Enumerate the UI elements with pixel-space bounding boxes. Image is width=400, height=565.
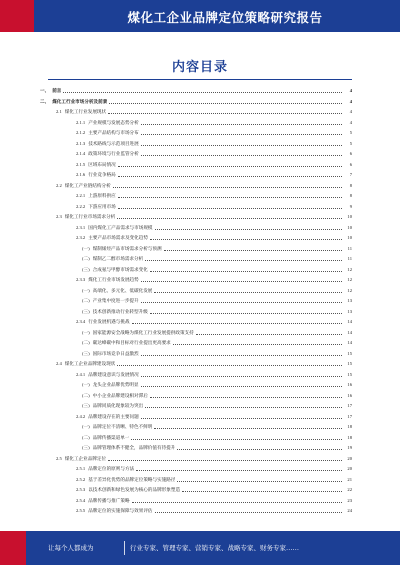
toc-entry[interactable] [82, 338, 352, 347]
toc-leader-dots [177, 449, 342, 450]
toc-entry-title: 产业集中度进一步提升 [92, 298, 139, 303]
toc-page-number: 14 [347, 340, 352, 345]
toc-entry-title: 以技术创新和绿色发展为核心的品牌形象塑造 [88, 487, 181, 492]
toc-page-number: 6 [349, 151, 352, 156]
toc-entry-number: 2.5.4 [76, 497, 86, 503]
toc-entry-title: 煤化工行业市场需求分析 [64, 214, 116, 219]
toc-page-number: 4 [349, 98, 352, 104]
toc-leader-dots [141, 124, 342, 125]
page-header [0, 0, 400, 32]
toc-entry-number: 2.3.4 [76, 319, 86, 324]
toc-entry-number: 2.4.1 [76, 371, 86, 377]
toc-leader-dots [141, 134, 342, 135]
toc-entry[interactable] [82, 254, 352, 263]
toc-page-number: 22 [347, 487, 352, 492]
toc-entry[interactable] [76, 139, 352, 148]
toc-entry-title: 品牌定位的原则与方法 [88, 466, 135, 471]
toc-leader-dots [136, 470, 342, 471]
toc-leader-dots [155, 229, 342, 230]
toc-entry[interactable] [76, 370, 352, 379]
toc-page-number: 24 [347, 508, 352, 513]
toc-leader-dots [173, 344, 342, 345]
toc-entry-number: 2.3.1 [76, 224, 86, 230]
toc-leader-dots [155, 512, 342, 513]
toc-leader-dots [141, 418, 342, 419]
toc-entry[interactable] [76, 412, 352, 421]
toc-entry[interactable] [82, 443, 352, 452]
toc-leader-dots [117, 218, 342, 219]
toc-page-number: 17 [347, 403, 352, 408]
toc-entry-number: 2.3.2 [76, 235, 86, 240]
toc-entry[interactable] [76, 149, 352, 158]
toc-page-number: 8 [349, 193, 352, 198]
toc-entry[interactable] [76, 223, 352, 232]
toc-page-number: 13 [347, 308, 352, 314]
toc-page-number: 10 [347, 214, 352, 219]
toc-page-number: 13 [347, 298, 352, 303]
toc-entry-number: (一) [82, 287, 90, 293]
toc-leader-dots [150, 397, 342, 398]
toc-entry-number: 2.5.2 [76, 476, 86, 482]
toc-entry[interactable] [82, 286, 352, 295]
toc-leader-dots [108, 113, 342, 114]
toc-leader-dots [145, 407, 342, 408]
toc-entry-number: 2.5 [56, 455, 62, 461]
toc-entry-title: 龙头企业品牌优势明显 [92, 382, 139, 387]
toc-leader-dots [154, 292, 342, 293]
toc-entry-title: 煤化工行业市场发展趋势 [88, 277, 139, 282]
toc-entry[interactable] [82, 349, 352, 358]
toc-entry[interactable] [76, 485, 352, 494]
toc-entry-number: 2.1.5 [76, 161, 86, 167]
toc-entry-title: 技术创新推动行业转型升级 [92, 308, 148, 314]
toc-leader-dots [118, 208, 342, 209]
toc-leader-dots [145, 260, 342, 261]
toc-page-number: 23 [347, 497, 352, 503]
toc-page-number: 15 [347, 371, 352, 377]
toc-entry-number: 2.1.3 [76, 140, 86, 146]
toc-leader-dots [182, 491, 342, 492]
toc-entry-number: (二) [82, 298, 90, 303]
footer-divider [124, 541, 125, 555]
toc-leader-dots [141, 376, 342, 377]
toc-entry-title: 煤制烯烃产品市场需求分析与预测 [92, 245, 162, 251]
toc-entry-title: 煤制乙二醇市场需求分析 [92, 256, 144, 261]
toc-entry[interactable] [76, 506, 352, 515]
toc-entry-title: 品牌管理体系不健全，品牌价值有待提升 [92, 445, 176, 450]
toc-entry[interactable] [76, 275, 352, 284]
toc-entry[interactable] [82, 391, 352, 400]
toc-entry-title: 行业竞争格局 [88, 172, 116, 177]
toc-entry-number: (三) [82, 350, 90, 356]
page-footer [0, 531, 400, 565]
toc-entry-title: 前言 [52, 88, 62, 93]
toc-leader-dots [113, 187, 342, 188]
toc-page-number: 16 [347, 392, 352, 398]
toc-entry-number: (一) [82, 329, 90, 335]
toc-page-number: 12 [347, 287, 352, 293]
toc-leader-dots [131, 439, 342, 440]
toc-entry[interactable] [82, 296, 352, 305]
toc-entry[interactable] [56, 212, 352, 221]
footer-slogan: 让每个人都成为 [48, 544, 94, 552]
toc-entry-number: (一) [82, 424, 90, 429]
toc-entry[interactable] [76, 160, 352, 169]
toc-page-number: 18 [347, 434, 352, 440]
toc-entry-number: (三) [82, 266, 90, 272]
toc-page-number: 5 [349, 130, 352, 135]
toc-heading: 内容目录 [171, 60, 228, 75]
toc-page-number: 15 [347, 350, 352, 356]
toc-entry[interactable] [82, 401, 352, 410]
toc-page-number: 8 [349, 182, 352, 188]
toc-entry-title: 品牌建设意识与发展情况 [88, 371, 139, 377]
toc-page-number: 21 [347, 476, 352, 482]
toc-page-number: 4 [349, 119, 352, 125]
toc-entry[interactable] [82, 328, 352, 337]
toc-page-number: 11 [347, 245, 352, 251]
toc-entry[interactable] [82, 380, 352, 389]
toc-entry-number: 2.5.1 [76, 466, 86, 471]
toc-entry-title: 煤化工行业市场分析及前景 [52, 98, 108, 104]
toc-entry-number: 2.1.1 [76, 119, 86, 125]
footer-roles: 行业专家、管理专家、营销专家、战略专家、财务专家…… [130, 544, 299, 552]
toc-entry-title: 国家能源安全战略为煤化工行业发展提供政策支持 [92, 329, 194, 335]
toc-entry[interactable] [82, 265, 352, 274]
toc-entry[interactable] [76, 475, 352, 484]
toc-leader-dots [132, 323, 342, 324]
toc-entry-number: (一) [82, 245, 90, 251]
toc-entry[interactable] [76, 118, 352, 127]
toc-entry[interactable] [76, 496, 352, 505]
toc-page-number: 19 [347, 445, 352, 450]
toc-entry-number: (二) [82, 434, 90, 440]
toc-entry-title: 品牌传播渠道单一 [92, 434, 130, 440]
toc-entry-number: 2.2.1 [76, 193, 86, 198]
toc-entry-number: 2.2 [56, 182, 62, 188]
toc-entry[interactable] [82, 433, 352, 442]
toc-page-number: 11 [347, 256, 352, 261]
toc-page-number: 20 [347, 455, 352, 461]
toc-entry-title: 品牌定位不清晰、特色不鲜明 [92, 424, 153, 429]
toc-entry[interactable] [76, 191, 352, 200]
toc-entry[interactable] [82, 422, 352, 431]
toc-page-number: 4 [349, 109, 352, 114]
toc-page-number: 14 [347, 329, 352, 335]
toc-entry-title: 上游原料供应 [88, 193, 116, 198]
toc-entry[interactable] [76, 170, 352, 179]
toc-entry-title: 技术路线与示范项目进展 [88, 140, 139, 146]
toc-entry-title: 国内煤化工产品需求与市场规模 [88, 224, 153, 230]
toc-entry[interactable] [56, 359, 352, 368]
toc-leader-dots [154, 428, 342, 429]
toc-page-number: 18 [347, 424, 352, 429]
toc-entry-number: 2.3.3 [76, 277, 86, 282]
toc-page-number: 10 [347, 235, 352, 240]
toc-page-number: 16 [347, 382, 352, 387]
toc-leader-dots [150, 313, 342, 314]
toc-entry[interactable] [56, 454, 352, 463]
toc-entry-number: 2.5.5 [76, 508, 86, 513]
toc-entry-number: (三) [82, 445, 90, 450]
toc-entry[interactable] [82, 307, 352, 316]
toc-leader-dots [141, 145, 342, 146]
toc-page-number: 20 [347, 466, 352, 471]
toc-leader-dots [118, 176, 342, 177]
toc-page-number: 6 [349, 161, 352, 167]
toc-entry-number: (三) [82, 308, 90, 314]
toc-entry[interactable] [76, 464, 352, 473]
toc-entry[interactable] [40, 86, 352, 95]
toc-entry-title: 合成氨与甲醇市场需求变化 [92, 266, 148, 272]
toc-entry-number: 2.1.2 [76, 130, 86, 135]
toc-entry-title: 基于差异化优势的品牌定位策略与实施路径 [88, 476, 176, 482]
toc-entry-title: 品牌同质化现象较为突出 [92, 403, 144, 408]
toc-entry-number: 二、 [40, 98, 50, 104]
toc-leader-dots [150, 271, 342, 272]
toc-entry[interactable] [82, 244, 352, 253]
toc-entry-title: 主要产品市场需求及变化趋势 [88, 235, 148, 240]
header-accent [0, 0, 34, 32]
toc-entry-title: 品牌定位的实施保障与效果评估 [88, 508, 153, 513]
toc-leader-dots [118, 197, 342, 198]
toc-entry[interactable] [76, 202, 352, 211]
toc-entry-title: 产业规模与发展态势分析 [88, 119, 139, 125]
toc-page-number: 17 [347, 413, 352, 419]
toc-entry-number: 2.4.2 [76, 413, 86, 419]
toc-entry-title: 煤化工行业发展现状 [64, 109, 107, 114]
toc-leader-dots [141, 302, 342, 303]
toc-page-number: 7 [349, 172, 352, 177]
toc-entry-title: 主要产品结构与市场分布 [88, 130, 139, 135]
toc-entry[interactable] [76, 128, 352, 137]
toc-entry-number: 2.3 [56, 214, 62, 219]
toc-entry-number: (三) [82, 403, 90, 408]
toc-entry-title: 品牌传播与推广策略 [88, 497, 130, 503]
toc-page-number: 9 [349, 203, 352, 209]
toc-entry-number: (二) [82, 340, 90, 345]
toc-entry-title: 煤化工产业链结构分析 [64, 182, 111, 188]
toc-entry-number: 2.1.4 [76, 151, 86, 156]
toc-entry-title: 碳达峰碳中和目标对行业提出更高要求 [92, 340, 171, 345]
toc-leader-dots [63, 92, 342, 93]
toc-entry-number: 2.1.6 [76, 172, 86, 177]
toc-leader-dots [118, 166, 342, 167]
toc-leader-dots [141, 386, 342, 387]
footer-accent [0, 531, 26, 565]
toc-entry-number: 2.1 [56, 109, 62, 114]
toc-entry-title: 行业发展机遇与挑战 [88, 319, 130, 324]
toc-leader-dots [164, 250, 342, 251]
toc-divider [48, 79, 352, 80]
toc-leader-dots [141, 155, 342, 156]
toc-entry-title: 煤化工企业品牌建设现状 [64, 361, 116, 366]
toc-entry[interactable] [76, 317, 352, 326]
toc-leader-dots [141, 355, 342, 356]
toc-page-number: 10 [347, 224, 352, 230]
toc-leader-dots [117, 365, 342, 366]
toc-entry-title: 中小企业品牌建设相对滞后 [92, 392, 148, 398]
toc-entry-number: (二) [82, 256, 90, 261]
toc-page-number: 4 [349, 88, 352, 93]
toc-entry-title: 品牌建设存在的主要问题 [88, 413, 139, 419]
toc-page-number: 12 [347, 266, 352, 272]
toc-leader-dots [109, 103, 342, 104]
toc-entry-title: 政策环境与行业监管分析 [88, 151, 139, 156]
toc-entry-number: (二) [82, 392, 90, 398]
toc-entry-title: 国际市场竞争日益激烈 [92, 350, 139, 356]
toc-entry-title: 煤化工企业品牌定位 [64, 455, 107, 461]
toc-entry[interactable] [56, 181, 352, 190]
toc-leader-dots [196, 334, 342, 335]
toc-entry[interactable] [56, 107, 352, 116]
toc-entry-number: 2.5.3 [76, 487, 86, 492]
toc-leader-dots [150, 239, 342, 240]
toc-entry[interactable] [40, 97, 352, 106]
toc-entry-title: 区域布局情况 [88, 161, 116, 167]
toc-page-number: 5 [349, 140, 352, 146]
toc-page-number: 15 [347, 361, 352, 366]
toc-entry-number: 2.2.2 [76, 203, 86, 209]
toc-entry-number: 2.4 [56, 361, 62, 366]
toc-entry-title: 下游应用市场 [88, 203, 116, 209]
toc-entry-number: 一、 [40, 88, 50, 93]
toc-entry-title: 高端化、多元化、低碳化发展 [92, 287, 153, 293]
toc-leader-dots [132, 502, 342, 503]
toc-leader-dots [177, 481, 342, 482]
toc-leader-dots [141, 281, 342, 282]
toc-entry[interactable] [76, 233, 352, 242]
toc-page-number: 12 [347, 277, 352, 282]
toc-entry-number: (一) [82, 382, 90, 387]
toc-page-number: 14 [347, 319, 352, 324]
toc-leader-dots [108, 460, 342, 461]
report-title: 煤化工企业品牌定位策略研究报告 [127, 10, 323, 25]
